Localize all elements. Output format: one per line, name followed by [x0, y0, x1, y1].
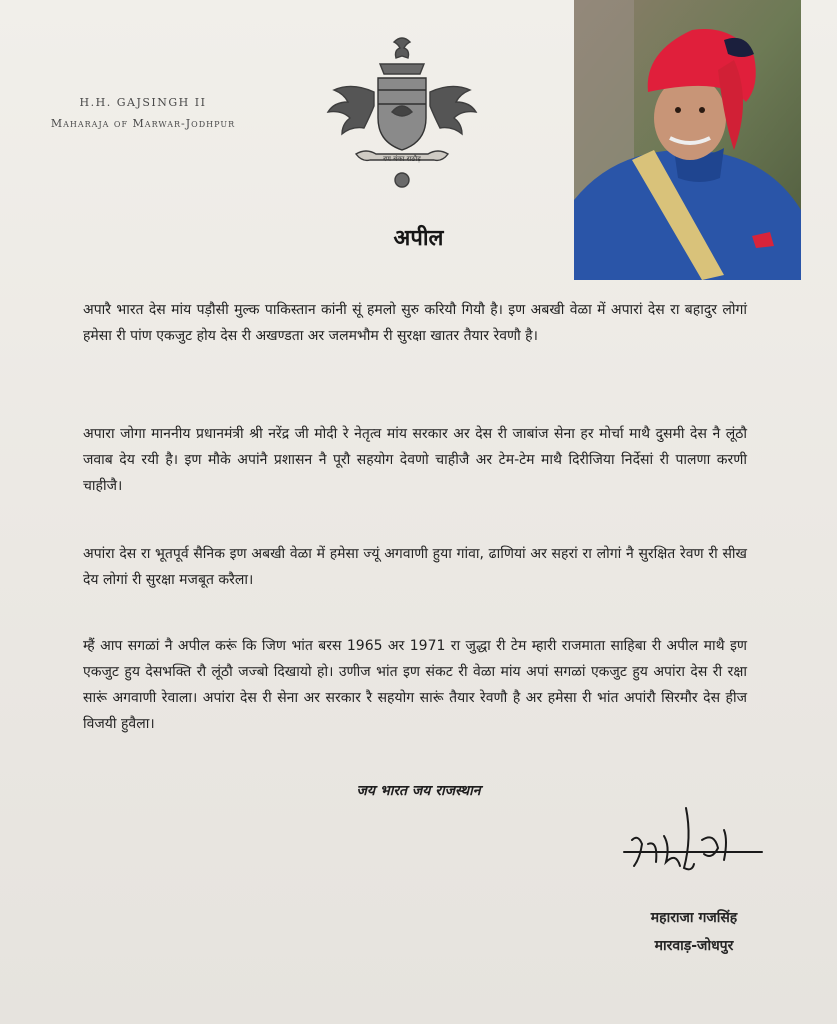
sender-name: H.H. GAJSINGH II — [79, 96, 207, 109]
paragraph-4: म्हैं आप सगळां नै अपील करूं कि जिण भांत बरस 1965 अर 1971 रा जुद्धा री टेम म्हारी राजमाता साहिबा री अपील माथै इण एकजुट हुय देसभक्ति रौ लूंठौ जज्बो दिखायो हो। उणीज भांत इण संकट री वेळा मांय अपां सगळां एकजुट हुय अपांरा देस री रक्षा सारूं अगवाणी रेवाला। अपांरा देस री सेना अर सरकार रै सहयोग सारूं तैयार रेवणौ है अर हमेसा री भांत अपांरौ सिरमौर देस हीज विजयी हुवैला। — [83, 638, 747, 732]
royal-crest-emblem — [316, 30, 488, 190]
paragraph-2: अपारा जोगा माननीय प्रधानमंत्री श्री नरेंद्र जी मोदी रे नेतृत्व मांय सरकार अर देस री जाबांज सेना हर मोर्चा माथै दुसमी देस नै लूंठौ जवाब देय रयी है। इण मौके अपांनै प्रशासन नै पूरौ सहयोग देवणो चाहीजै अर टेम-टेम माथै दिरीजिया निर्देसां री पालणा करणी चाहीजै। — [83, 426, 747, 494]
letterhead-sender — [28, 96, 258, 130]
slogan: जय भारत जय राजस्थान — [356, 783, 481, 799]
letter-heading: अपील — [393, 226, 444, 251]
crest-motto: रण बंका राठौड़ — [383, 155, 421, 163]
paragraph-1: अपारै भारत देस मांय पड़ौसी मुल्क पाकिस्तान कांनी सूं हमलो सुरु करियौ गियौ है। इण अबखी वेळा में अपारां देस रा बहादुर लोगां हमेसा री पांण एकजुट होय देस री अखण्डता अर जलमभौम री सुरक्षा खातर तैयार रेवणौ है। — [83, 302, 747, 344]
signatory-name: महाराजा गजसिंह — [650, 910, 738, 926]
signature-text: गजसिंह — [693, 892, 697, 893]
handwritten-signature — [620, 800, 770, 895]
signatory-place: मारवाड़-जोधपुर — [654, 938, 734, 954]
sender-title: Maharaja of Marwar-Jodhpur — [50, 117, 236, 130]
paragraph-3: अपांरा देस रा भूतपूर्व सैनिक इण अबखी वेळा में हमेसा ज्यूं अगवाणी हुया गांवा, ढाणियां अर सहरां रा लोगां नै सुरक्षित रेवण री सीख देय लोगां री सुरक्षा मजबूत करैला। — [83, 546, 747, 588]
